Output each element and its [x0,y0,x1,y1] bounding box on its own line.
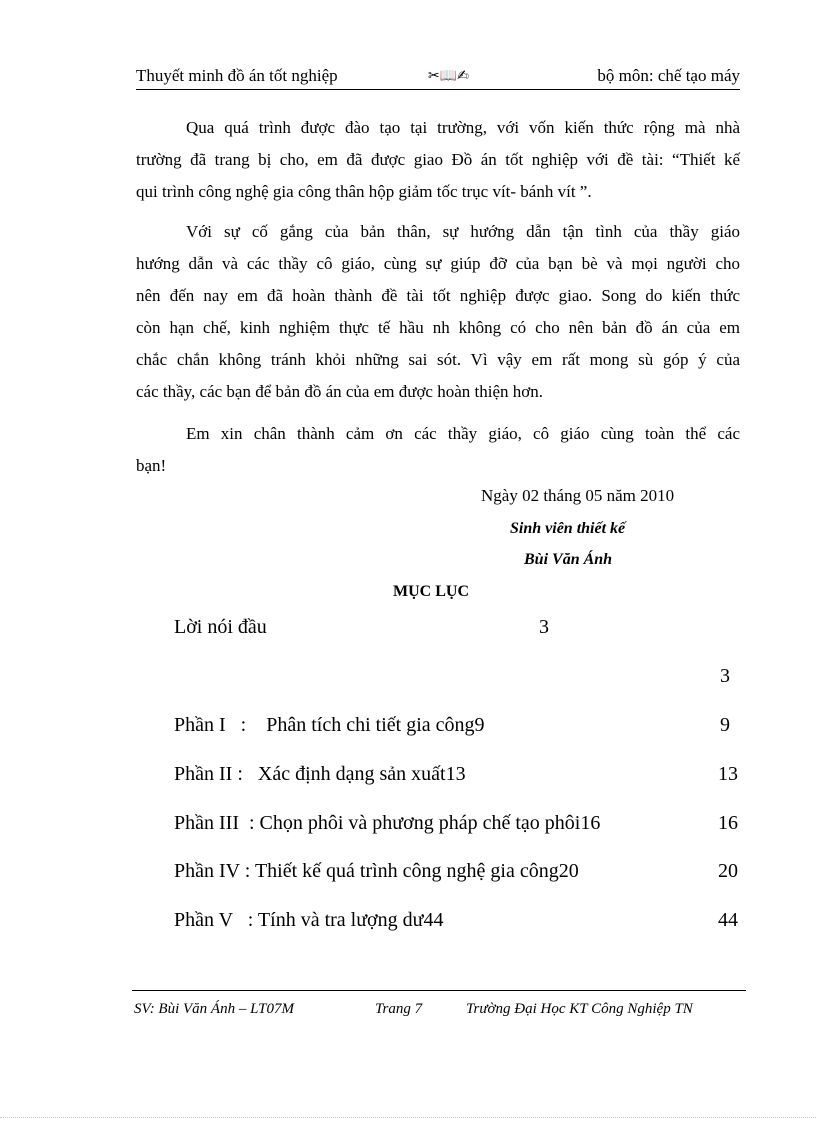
paragraph-line: qui trình công nghệ gia công thân hộp giảm tốc trục vít- bánh vít ”. [136,182,592,201]
toc-title: MỤC LỤC [393,583,469,600]
paragraph-line: trường đã trang bị cho, em đã được giao Đồ án tốt nghiệp với đề tài: “Thiết kế [136,150,740,169]
paragraph-thanks [136,418,740,482]
toc-entry-label: Phần III : Chọn phôi và phương pháp chế tạo phôi16 [174,812,601,834]
signature-name: Bùi Văn Ánh [524,551,613,568]
header-divider [136,89,740,90]
footer-divider [132,990,746,991]
paragraph-line: Em xin chân thành cảm ơn các thầy giáo, cô giáo cùng toàn thể các [186,424,740,443]
paragraph-line: chắc chắn không tránh khỏi những sai sót. Vì vậy em rất mong sù góp ý của [136,350,740,369]
header-department: bộ môn: chế tạo máy [597,66,740,85]
toc-entry-label: Phần II : Xác định dạng sản xuất13 [174,763,466,785]
toc-entry-page: 20 [718,860,738,882]
toc-entry-page: 13 [718,763,738,785]
paragraph-intro [136,112,740,208]
toc-entry-label: Lời nói đầu [174,616,267,638]
paragraph-line: hướng dẫn và các thầy cô giáo, cùng sự giúp đỡ của bạn bè và mọi người cho [136,254,740,273]
footer-university: Trường Đại Học KT Công Nghiệp TN [466,1001,693,1017]
toc-entry-label: Phần I : Phân tích chi tiết gia công9 [174,714,485,736]
footer-student: SV: Bùi Văn Ánh – LT07M [134,1001,294,1017]
toc-entry-label: Phần IV : Thiết kế quá trình công nghệ gia công20 [174,860,579,882]
paragraph-effort [136,216,740,408]
header-title: Thuyết minh đồ án tốt nghiệp [136,66,338,85]
paragraph-line: Với sự cố gắng của bản thân, sự hướng dẫn tận tình của thầy giáo [186,222,740,241]
signature-date: Ngày 02 tháng 05 năm 2010 [481,486,675,505]
paragraph-line: còn hạn chế, kinh nghiệm thực tế hầu nh không có cho nên bản đồ án của em [136,318,740,337]
toc-entry-page: 44 [718,909,738,931]
toc-entry-page: 9 [720,714,730,736]
toc-entry-page: 3 [720,665,730,687]
toc-entry-mid-page: 3 [539,616,549,638]
toc-entry-label: Phần V : Tính và tra lượng dư44 [174,909,444,931]
signature-role: Sinh viên thiết kế [510,520,626,537]
header-ornament-icon: ✂📖✍ [428,68,469,84]
footer-page-number: Trang 7 [375,1001,423,1017]
paragraph-line: bạn! [136,456,167,475]
paragraph-line: các thầy, các bạn để bản đồ án của em được hoàn thiện hơn. [136,382,544,401]
page-bottom-edge [0,1117,816,1118]
toc-entry-page: 16 [718,812,738,834]
paragraph-line: nên đến nay em đã hoàn thành đề tài tốt nghiệp được giao. Song do kiến thức [136,286,740,305]
paragraph-line: Qua quá trình được đào tạo tại trường, với vốn kiến thức rộng mà nhà [186,118,740,137]
